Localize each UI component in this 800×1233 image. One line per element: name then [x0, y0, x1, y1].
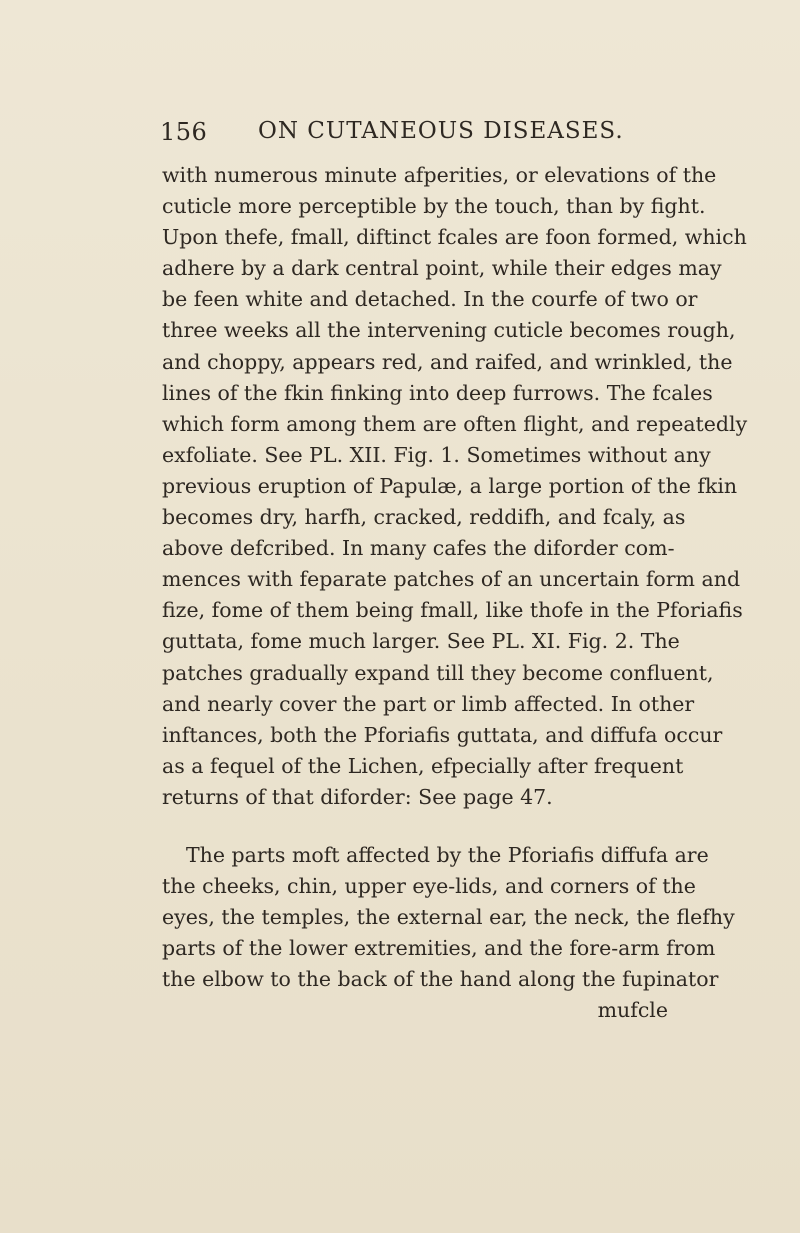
- text-line: previous eruption of Papulæ, a large portion of the fkin: [162, 473, 738, 498]
- text-line: which form among them are often flight, and repeatedly: [162, 411, 748, 436]
- text-line: the cheeks, chin, upper eye-lids, and corners of the: [162, 874, 696, 899]
- running-head: ON CUTANEOUS DISEASES.: [258, 118, 624, 144]
- page-header: [160, 118, 680, 154]
- text-line: and choppy, appears red, and raifed, and wrinkled, the: [162, 349, 733, 374]
- body-text: [162, 160, 748, 1027]
- text-line: inftances, both the Pforiafis guttata, and diffufa occur: [162, 722, 723, 747]
- text-line: The parts moft affected by the Pforiafis diffufa are: [186, 842, 709, 867]
- paragraph-1: [162, 160, 748, 813]
- text-line: adhere by a dark central point, while their edges may: [162, 256, 722, 281]
- text-line: be feen white and detached. In the courfe of two or: [162, 287, 698, 312]
- text-line: cuticle more perceptible by the touch, than by fight.: [162, 194, 706, 219]
- text-line: with numerous minute afperities, or elevations of the: [162, 163, 717, 187]
- text-line: exfoliate. See PL. XII. Fig. 1. Sometimes without any: [162, 442, 711, 467]
- paragraph-2: [162, 840, 735, 1027]
- text-line: Upon thefe, fmall, diftinct fcales are foon formed, which: [162, 225, 747, 250]
- text-line: guttata, fome much larger. See PL. XI. Fig. 2. The: [162, 629, 680, 654]
- text-line: becomes dry, harfh, cracked, reddifh, and fcaly, as: [162, 505, 686, 530]
- text-line: patches gradually expand till they become confluent,: [162, 660, 714, 685]
- text-line: as a fequel of the Lichen, efpecially after frequent: [162, 753, 684, 778]
- catchword: mufcle: [597, 998, 668, 1023]
- text-line: the elbow to the back of the hand along the fupinator: [162, 967, 719, 992]
- text-line: parts of the lower extremities, and the fore-arm from: [162, 936, 716, 961]
- text-line: lines of the fkin finking into deep furrows. The fcales: [162, 380, 713, 405]
- text-line: mences with feparate patches of an uncertain form and: [162, 567, 741, 592]
- text-line: returns of that diforder: See page 47.: [162, 784, 553, 809]
- paragraph-gap: [162, 813, 668, 840]
- text-line: eyes, the temples, the external ear, the neck, the flefhy: [162, 905, 735, 930]
- text-line: fize, fome of them being fmall, like thofe in the Pforiafis: [162, 598, 743, 623]
- text-line: and nearly cover the part or limb affected. In other: [162, 691, 695, 716]
- text-line: three weeks all the intervening cuticle becomes rough,: [162, 318, 736, 343]
- page-number: 156: [160, 118, 208, 146]
- text-line: above defcribed. In many cafes the diforder com-: [162, 536, 675, 561]
